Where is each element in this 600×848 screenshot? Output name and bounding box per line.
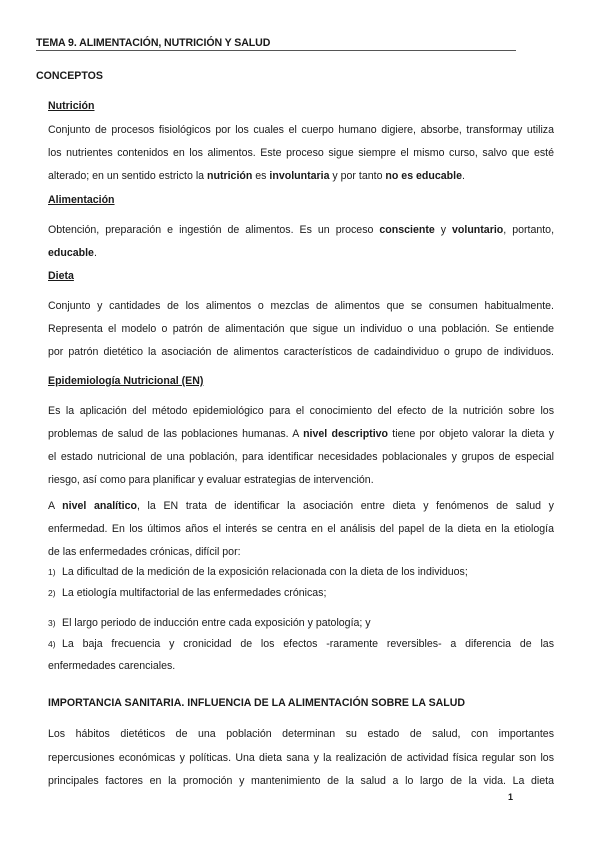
paragraph-line: Representa el modelo o patrón de alimentación que sigue un individuo o una población. Se entiende (48, 323, 554, 335)
bold-term: voluntario (452, 224, 504, 236)
list-number: 3) (48, 618, 56, 628)
text-run: . (461, 170, 465, 182)
list-text: La etiología multifactorial de las enfermedades crónicas; (62, 587, 327, 599)
subheading-nutricion: Nutrición (48, 100, 95, 112)
bold-term: educable (48, 247, 94, 259)
list-item-continuation: enfermedades carenciales. (48, 660, 176, 672)
paragraph-line: el estado nutricional de una población, para identificar necesidades poblacionales y grupos de especial (48, 451, 554, 463)
list-text: El largo periodo de inducción entre cada exposición y patología; y (62, 617, 371, 629)
subheading-alimentacion: Alimentación (48, 194, 115, 206)
paragraph-line: de las enfermedades crónicas, difícil por: (48, 546, 241, 558)
bold-term: nutrición (207, 170, 253, 182)
text-run: A (48, 500, 63, 512)
subheading-dieta: Dieta (48, 270, 74, 282)
paragraph-line (48, 428, 554, 440)
text-run: . (93, 247, 97, 259)
document-title: TEMA 9. ALIMENTACIÓN, NUTRICIÓN Y SALUD (36, 37, 516, 51)
text-run: tiene por objeto valorar la dieta y (388, 428, 554, 440)
paragraph-line: los nutrientes contenidos en los alimentos. Este proceso sigue siempre el mismo curso, salvo que esté (48, 147, 554, 159)
text-run: es (252, 170, 270, 182)
list-number: 2) (48, 588, 56, 598)
text-run: , portanto, (503, 224, 555, 236)
bold-term: involuntaria (269, 170, 330, 182)
subheading-epidemiologia: Epidemiología Nutricional (EN) (48, 375, 204, 387)
text-run: Obtención, preparación e ingestión de alimentos. Es un proceso (48, 224, 380, 236)
list-number: 1) (48, 567, 56, 577)
section-heading-conceptos: CONCEPTOS (36, 70, 103, 82)
bold-term: nivel analítico (62, 500, 137, 512)
list-text: La dificultad de la medición de la exposición relacionada con la dieta de los individuos; (62, 566, 468, 578)
list-item (48, 566, 554, 578)
bold-term: consciente (379, 224, 435, 236)
list-item (48, 587, 554, 599)
paragraph-line: enfermedad. En los últimos años el interés se centra en el análisis del papel de la dieta en la etiología (48, 523, 554, 535)
text-run: problemas de salud de las poblaciones humanas. A (48, 428, 304, 440)
paragraph-line: riesgo, así como para planificar y evaluar estrategias de intervención. (48, 474, 374, 486)
paragraph-line: por patrón dietético la asociación de alimentos característicos de cadaindividuo o grupo de individuos. (48, 346, 554, 358)
list-text: La baja frecuencia y cronicidad de los efectos -raramente reversibles- a diferencia de las (62, 638, 554, 650)
text-run: , la EN trata de identificar la asociación entre dieta y fenómenos de salud y (136, 500, 554, 512)
paragraph-line (48, 170, 554, 182)
paragraph-line: Conjunto y cantidades de los alimentos o mezclas de alimentos que se consumen habitualmente. (48, 300, 554, 312)
paragraph-line: Es la aplicación del método epidemiológico para el conocimiento del efecto de la nutrición sobre los (48, 405, 554, 417)
bold-term: no es educable (385, 170, 462, 182)
list-item (48, 638, 554, 650)
text-run: alterado; en un sentido estricto la (48, 170, 208, 182)
paragraph-line (48, 500, 554, 512)
list-number: 4) (48, 639, 56, 649)
page-number: 1 (508, 792, 514, 802)
paragraph-line (48, 247, 554, 259)
paragraph-line: Los hábitos dietéticos de una población determinan su estado de salud, con importantes (48, 728, 554, 740)
paragraph-line: principales factores en la promoción y mantenimiento de la salud a lo largo de la vida. La dieta (48, 775, 554, 787)
paragraph-line: Conjunto de procesos fisiológicos por los cuales el cuerpo humano digiere, absorbe, transformay utiliza (48, 124, 554, 136)
list-item (48, 617, 554, 629)
section-heading-importancia: IMPORTANCIA SANITARIA. INFLUENCIA DE LA ALIMENTACIÓN SOBRE LA SALUD (48, 697, 466, 709)
paragraph-line: repercusiones económicas y políticas. Una dieta sana y la realización de actividad física regular son los (48, 752, 554, 764)
paragraph-line (48, 224, 554, 236)
bold-term: nivel descriptivo (303, 428, 389, 440)
text-run: y por tanto (329, 170, 386, 182)
text-run: y (434, 224, 453, 236)
